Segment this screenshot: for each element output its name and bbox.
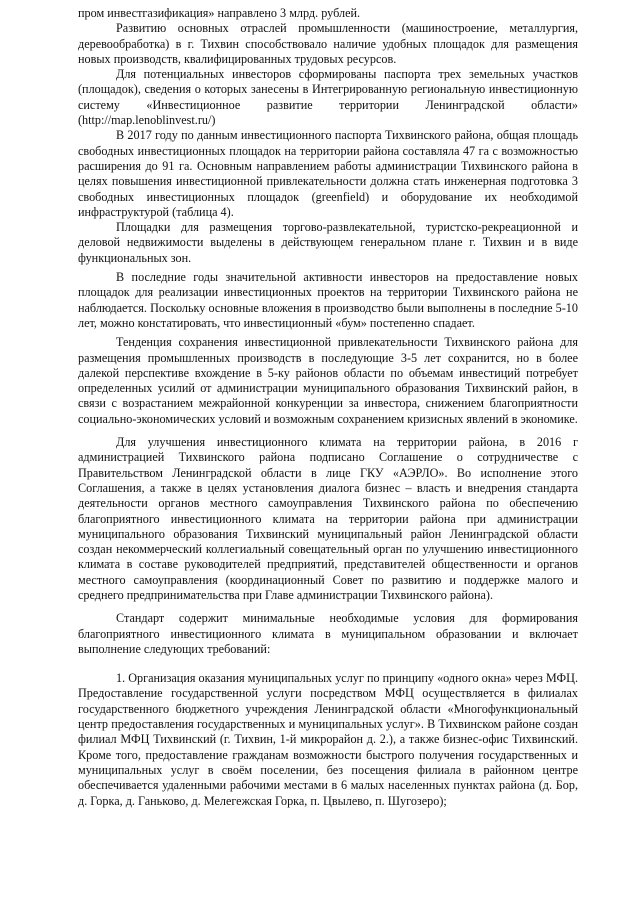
paragraph-7: Тенденция сохранения инвестиционной привлекательности Тихвинского района для размещения промышленных производств в последующие 3-5 лет сохранится, но в более далекой перспективе вхождение в 5-ку районов области по объемам инвестиций потребует определенных усилий от администрации муниципального образования Тихвинский район, в связи с возрастанием межрайонной конкуренции за инвестора, снижением благоприятности социально-экономических условий и возможным сохранением кризисных явлений в экономике. bbox=[78, 335, 578, 426]
paragraph-5: Площадки для размещения торгово-развлекательной, туристско-рекреационной и деловой недвижимости выделены в действующем генеральном плане г. Тихвин и в виде функциональных зон. bbox=[78, 220, 578, 265]
paragraph-1: пром инвестгазификация» направлено 3 млрд. рублей. bbox=[78, 6, 361, 20]
paragraph-8: Для улучшения инвестиционного климата на территории района, в 2016 г администрацией Тихвинского района подписано Соглашение о сотрудничестве с Правительством Ленинградской области в лице ГКУ «АЭРЛО». Во исполнение этого Соглашения, а также в целях установления диалога бизнес – власть и внедрения стандарта деятельности органов местного самоуправления Тихвинского района по обеспечению благоприятного инвестиционного климата на территории района при администрации муниципального образования Тихвинский муниципальный район Ленинградской области создан некоммерческий коллегиальный совещательный орган по улучшению инвестиционного климата в составе руководителей предприятий, представителей общественности и органов местного самоуправления (координационный Совет по развитию и поддержке малого и среднего предпринимательства при Главе администрации Тихвинского района). bbox=[78, 435, 578, 602]
paragraph-10: 1. Организация оказания муниципальных услуг по принципу «одного окна» через МФЦ. Предоставление государственной услуги посредством МФЦ осуществляется в филиалах государственного бюджетного учреждения Ленинградской области «Многофункциональный центр предоставления государственных и муниципальных услуг». В Тихвинском районе создан филиал МФЦ Тихвинский (г. Тихвин, 1-й микрорайон д. 2.), а также бизнес-офис Тихвинский. Кроме того, предоставление гражданам возможности быстрого получения государственных и муниципальных услуг в своём поселении, без посещения филиала в районном центре обеспечивается удаленными рабочими местами в 6 малых населенных пунктах района (д. Бор, д. Горка, д. Ганьково, д. Мелегежская Горка, п. Цвылево, п. Шугозеро); bbox=[78, 671, 578, 808]
paragraph-6: В последние годы значительной активности инвесторов на предоставление новых площадок для реализации инвестиционных проектов на территории Тихвинского района не наблюдается. Поскольку основные вложения в производство были выполнены в последние 5-10 лет, можно констатировать, что инвестиционный «бум» постепенно спадает. bbox=[78, 270, 578, 330]
paragraph-2: Развитию основных отраслей промышленности (машиностроение, металлургия, деревообработка) в г. Тихвин способствовало наличие удобных площадок для размещения новых производств, квалифицированных трудовых ресурсов. bbox=[78, 21, 578, 66]
paragraph-3: Для потенциальных инвесторов сформированы паспорта трех земельных участков (площадок), сведения о которых занесены в Интегрированную региональную инвестиционную систему «Инвестиционное развитие территории Ленинградской области» (http://map.lenoblinvest.ru/) bbox=[78, 67, 578, 128]
paragraph-4: В 2017 году по данным инвестиционного паспорта Тихвинского района, общая площадь свободных инвестиционных площадок на территории района составляла 47 га с возможностью расширения до 91 га. Основным направлением работы администрации Тихвинского района в целях повышения инвестиционной привлекательности должна стать инженерная подготовка 3 свободных инвестиционных площадок (greenfield) и оборудование их необходимой инфраструктурой (таблица 4). bbox=[78, 128, 578, 219]
paragraph-9: Стандарт содержит минимальные необходимые условия для формирования благоприятного инвестиционного климата в муниципальном образовании и включает выполнение следующих требований: bbox=[78, 611, 578, 656]
